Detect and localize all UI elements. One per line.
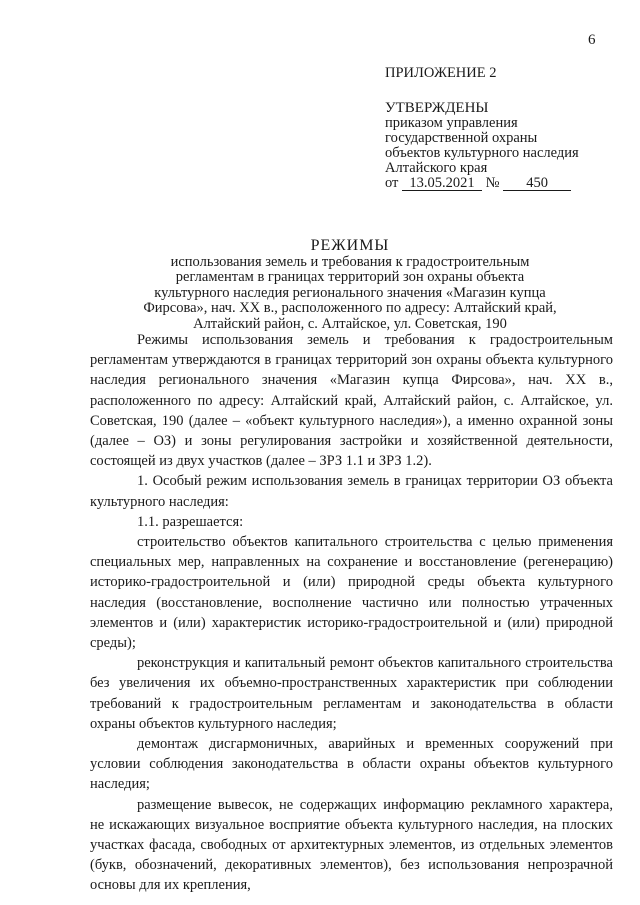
order-number: 450	[503, 177, 571, 191]
subtitle-line: Фирсова», нач. XX в., расположенного по адресу: Алтайский край,	[143, 300, 557, 316]
order-date: 13.05.2021	[402, 177, 482, 191]
approval-line: Алтайского края	[385, 160, 488, 176]
approval-line: государственной охраны	[385, 130, 538, 146]
subtitle-line: Алтайский район, с. Алтайское, ул. Советская, 190	[193, 315, 507, 332]
number-sign: №	[485, 175, 500, 191]
intro-paragraph: Режимы использования земель и требования к градостроительным регламентам утверждаются в границах территорий зон охраны объекта культурного наследия регионального значения «Магазин купца Фирсова», нач. XX в., расположенного по адресу: Алтайский край, Алтайский район, с. Алтайское, ул. Советская, 190 (далее – «объект культурного наследия»), а именно охранной зоны (далее – ОЗ) и зоны регулирования застройки и хозяйственной деятельности, состоящей из двух участков (далее – ЗРЗ 1.1 и ЗРЗ 1.2).	[90, 332, 613, 470]
list-item-paragraph: размещение вывесок, не содержащих информацию рекламного характера, не искажающих визуальное восприятие объекта культурного наследия, на плоских участках фасада, свободных от архитектурных элементов, из отдельных элементов (букв, обозначений, декоративных элементов), без использования непрозрачной основы для их крепления,	[90, 796, 613, 894]
subtitle-line: культурного наследия регионального значения «Магазин купца	[154, 284, 546, 301]
order-line	[385, 176, 625, 191]
subtitle-line: регламентам в границах территорий зон охраны объекта	[175, 269, 525, 285]
subtitle-line: использования земель и требования к градостроительным	[170, 253, 530, 270]
appendix-label: ПРИЛОЖЕНИЕ 2	[385, 65, 497, 81]
subsection-heading: 1.1. разрешается:	[137, 513, 244, 530]
document-title-block	[140, 238, 560, 332]
document-title: РЕЖИМЫ	[310, 237, 390, 254]
page-number: 6	[588, 32, 596, 48]
date-prefix: от	[385, 175, 399, 191]
approval-line: объектов культурного наследия	[385, 145, 579, 161]
section-heading: 1. Особый режим использования земель в границах территории ОЗ объекта культурного наследия:	[90, 473, 613, 510]
document-body	[90, 330, 613, 896]
list-item-paragraph: строительство объектов капитального строительства с целью применения специальных мер, направленных на сохранение и восстановление (регенерацию) историко-градостроительной и (или) природной среды объекта культурного наследия (восстановление, восполнение частично или полностью утраченных элементов и (или) характеристик историко-градостроительной и (или) природной среды);	[90, 534, 613, 652]
approval-block	[385, 66, 625, 191]
approval-line: приказом управления	[385, 115, 518, 131]
list-item-paragraph: демонтаж дисгармоничных, аварийных и временных сооружений при условии соблюдения законодательства в области охраны объектов культурного наследия;	[90, 736, 613, 793]
list-item-paragraph: реконструкция и капитальный ремонт объектов капитального строительства без увеличения их объемно-пространственных характеристик при соблюдении требований к градостроительным регламентам и законодательства в области охраны объектов культурного наследия;	[90, 655, 613, 732]
approved-heading: УТВЕРЖДЕНЫ	[385, 100, 489, 116]
